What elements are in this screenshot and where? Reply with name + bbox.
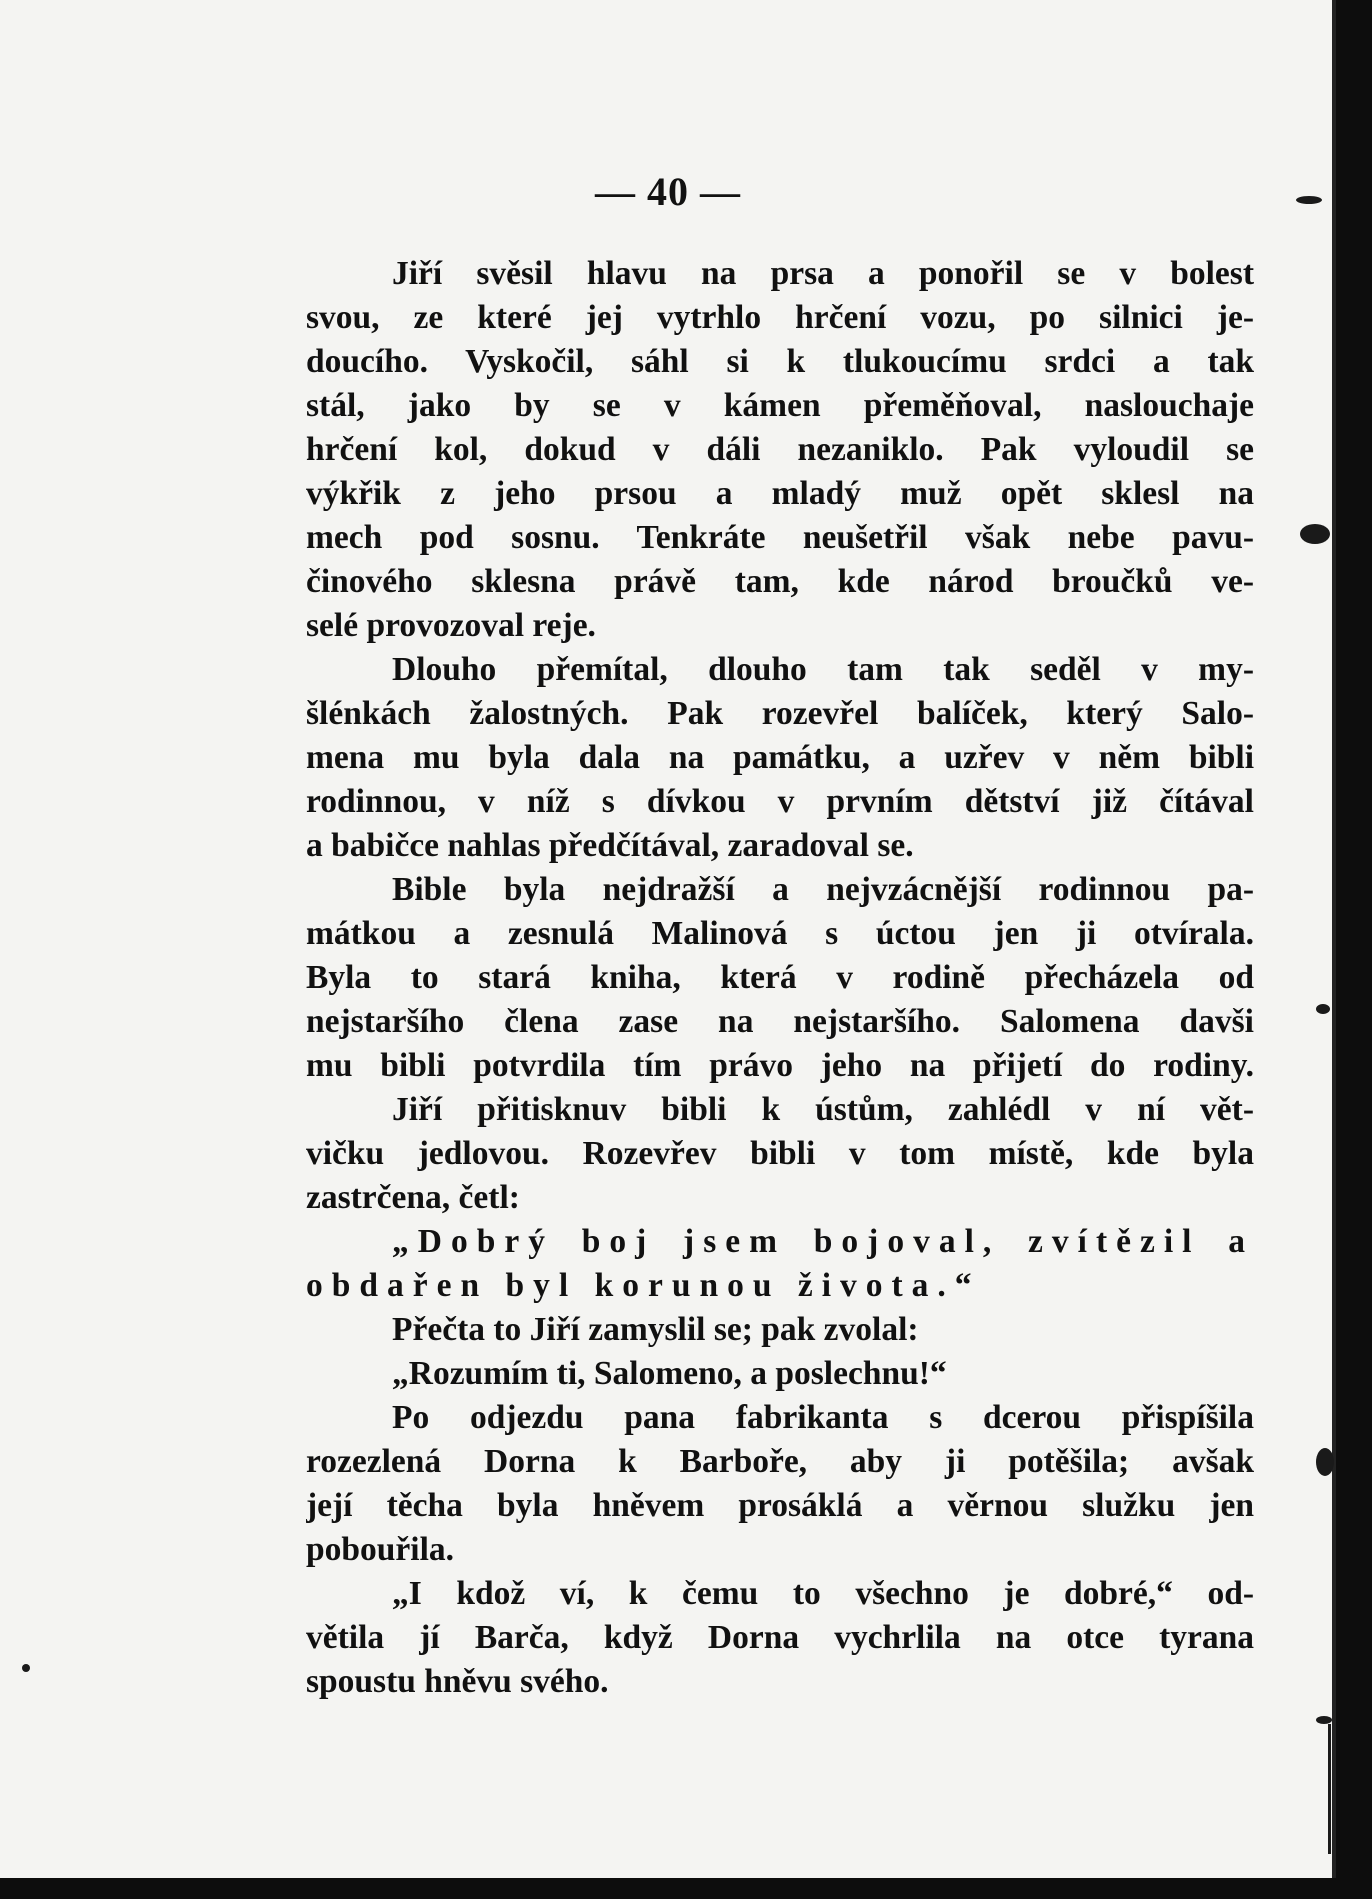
text-line: pobouřila.	[306, 1531, 455, 1568]
text-line: Jiří svěsil hlavu na prsa a ponořil se v bolest	[392, 255, 1254, 292]
text-line: stál, jako by se v kámen přeměňoval, naslouchaje	[306, 387, 1254, 424]
text-line: „Dobrý boj jsem bojoval, zvítězil a	[392, 1223, 1254, 1260]
text-line: Po odjezdu pana fabrikanta s dcerou přispíšila	[392, 1399, 1254, 1436]
text-line: hrčení kol, dokud v dáli nezaniklo. Pak vyloudil se	[306, 431, 1254, 468]
text-line: větila jí Barča, když Dorna vychrlila na otce tyrana	[306, 1619, 1254, 1656]
text-line: mena mu byla dala na památku, a uzřev v něm bibli	[306, 739, 1254, 776]
text-line: svou, ze které jej vytrhlo hrčení vozu, po silnici je-	[306, 299, 1254, 336]
text-line: nejstaršího člena zase na nejstaršího. Salomena davši	[306, 1003, 1254, 1040]
text-line: Bible byla nejdražší a nejvzácnější rodinnou pa-	[392, 871, 1254, 908]
text-line: vičku jedlovou. Rozevřev bibli v tom místě, kde byla	[306, 1135, 1254, 1172]
text-line: mu bibli potvrdila tím právo jeho na přijetí do rodiny.	[306, 1047, 1254, 1084]
margin-speck	[1316, 1716, 1332, 1724]
margin-speck	[1316, 1004, 1330, 1014]
margin-speck	[22, 1664, 30, 1672]
text-line: Přečta to Jiří zamyslil se; pak zvolal:	[392, 1311, 919, 1348]
margin-speck	[1300, 524, 1330, 544]
text-line: činového sklesna právě tam, kde národ broučků ve-	[306, 563, 1254, 600]
text-line: zastrčena, četl:	[306, 1179, 520, 1216]
text-line: rozezlená Dorna k Barboře, aby ji potěšila; avšak	[306, 1443, 1254, 1480]
text-line: obdařen byl korunou života.“	[306, 1267, 981, 1304]
text-line: její těcha byla hněvem prosáklá a věrnou služku jen	[306, 1487, 1254, 1524]
text-line: Byla to stará kniha, která v rodině přecházela od	[306, 959, 1254, 996]
text-line: rodinnou, v níž s dívkou v prvním dětství již čítával	[306, 783, 1254, 820]
text-line: mátkou a zesnulá Malinová s úctou jen ji otvírala.	[306, 915, 1254, 952]
page-number: — 40 —	[595, 169, 741, 214]
text-line: šlénkách žalostných. Pak rozevřel balíček, který Salo-	[306, 695, 1254, 732]
page-edge-shadow	[1332, 0, 1336, 1878]
text-line: spoustu hněvu svého.	[306, 1663, 609, 1700]
text-line: Dlouho přemítal, dlouho tam tak seděl v my-	[392, 651, 1254, 688]
text-line: „Rozumím ti, Salomeno, a poslechnu!“	[392, 1355, 947, 1392]
text-line: mech pod sosnu. Tenkráte neušetřil však nebe pavu-	[306, 519, 1254, 556]
text-line: doucího. Vyskočil, sáhl si k tlukoucímu srdci a tak	[306, 343, 1254, 380]
text-line: výkřik z jeho prsou a mladý muž opět sklesl na	[306, 475, 1254, 512]
text-line: a babičce nahlas předčítával, zaradoval se.	[306, 827, 914, 864]
margin-speck	[1316, 1448, 1334, 1476]
margin-speck	[1296, 196, 1322, 204]
text-line: selé provozoval reje.	[306, 607, 596, 644]
text-line: Jiří přitisknuv bibli k ústům, zahlédl v ní vět-	[392, 1091, 1254, 1128]
text-line: „I kdož ví, k čemu to všechno je dobré,“ od-	[392, 1575, 1254, 1612]
body-text	[306, 252, 1254, 1704]
margin-speck	[1328, 1724, 1331, 1854]
